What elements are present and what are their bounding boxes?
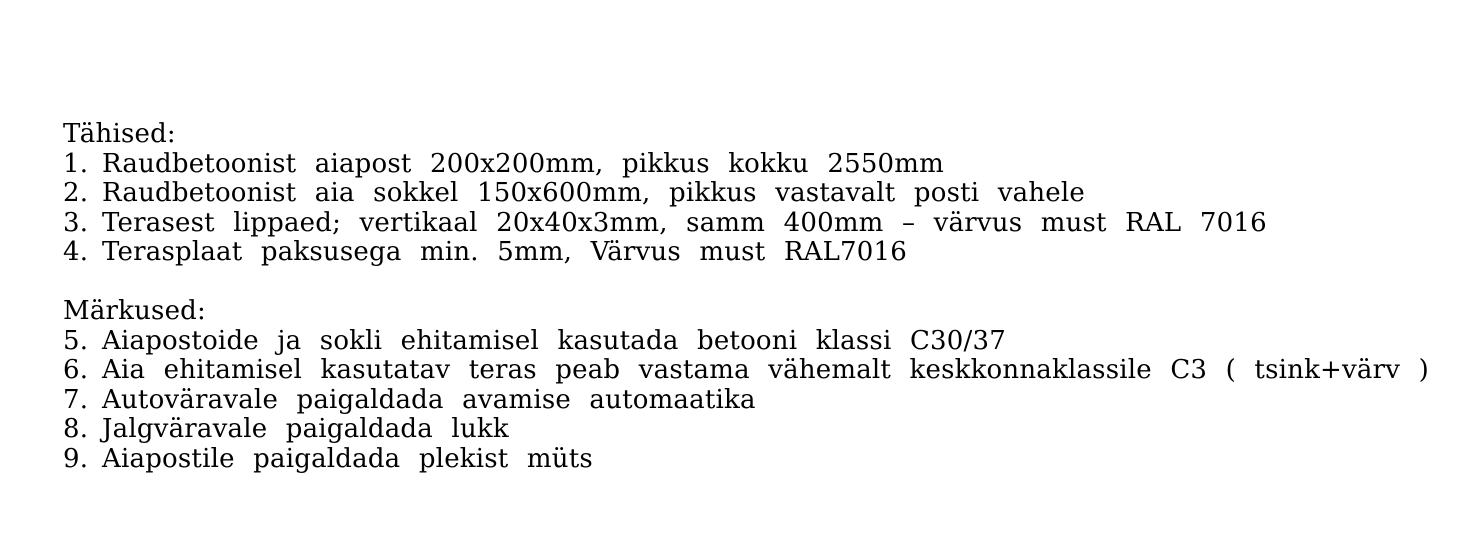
item-number: 7. — [63, 384, 89, 415]
list-item — [63, 356, 1429, 386]
item-text: Terasest lippaed; vertikaal 20x40x3mm, samm 400mm – värvus must RAL 7016 — [102, 207, 1267, 238]
item-text: Aiapostile paigaldada plekist müts — [102, 443, 593, 474]
item-number: 6. — [63, 355, 89, 385]
section-designations — [63, 120, 1429, 268]
item-number: 4. — [63, 237, 89, 267]
list-item — [63, 209, 1429, 239]
section-remarks — [63, 297, 1429, 474]
item-text: Raudbetoonist aia sokkel 150x600mm, pikkus vastavalt posti vahele — [102, 178, 1085, 208]
list-item — [63, 415, 1429, 445]
notes-block — [63, 120, 1429, 474]
list-item — [63, 179, 1429, 209]
list-item — [63, 327, 1429, 357]
item-number: 2. — [63, 178, 89, 208]
item-text: Terasplaat paksusega min. 5mm, Värvus must RAL7016 — [102, 237, 908, 267]
item-number: 5. — [63, 325, 89, 356]
list-item — [63, 238, 1429, 268]
item-number: 8. — [63, 414, 89, 444]
section-heading: Tähised: — [63, 119, 176, 149]
list-item — [63, 445, 1429, 475]
item-text: Raudbetoonist aiapost 200x200mm, pikkus kokku 2550mm — [102, 148, 945, 179]
item-number: 3. — [63, 207, 89, 238]
item-number: 9. — [63, 443, 89, 474]
item-text: Aia ehitamisel kasutatav teras peab vastama vähemalt keskkonnaklassile C3 ( tsink+värv ) — [102, 355, 1429, 385]
section-divider-space — [63, 268, 1429, 298]
item-text: Jalgväravale paigaldada lukk — [102, 414, 509, 444]
item-number: 1. — [63, 148, 89, 179]
item-text: Autoväravale paigaldada avamise automaatika — [102, 384, 756, 415]
list-item — [63, 386, 1429, 416]
item-text: Aiapostoide ja sokli ehitamisel kasutada betooni klassi C30/37 — [102, 325, 1006, 356]
list-item — [63, 150, 1429, 180]
section-heading: Märkused: — [63, 296, 206, 326]
